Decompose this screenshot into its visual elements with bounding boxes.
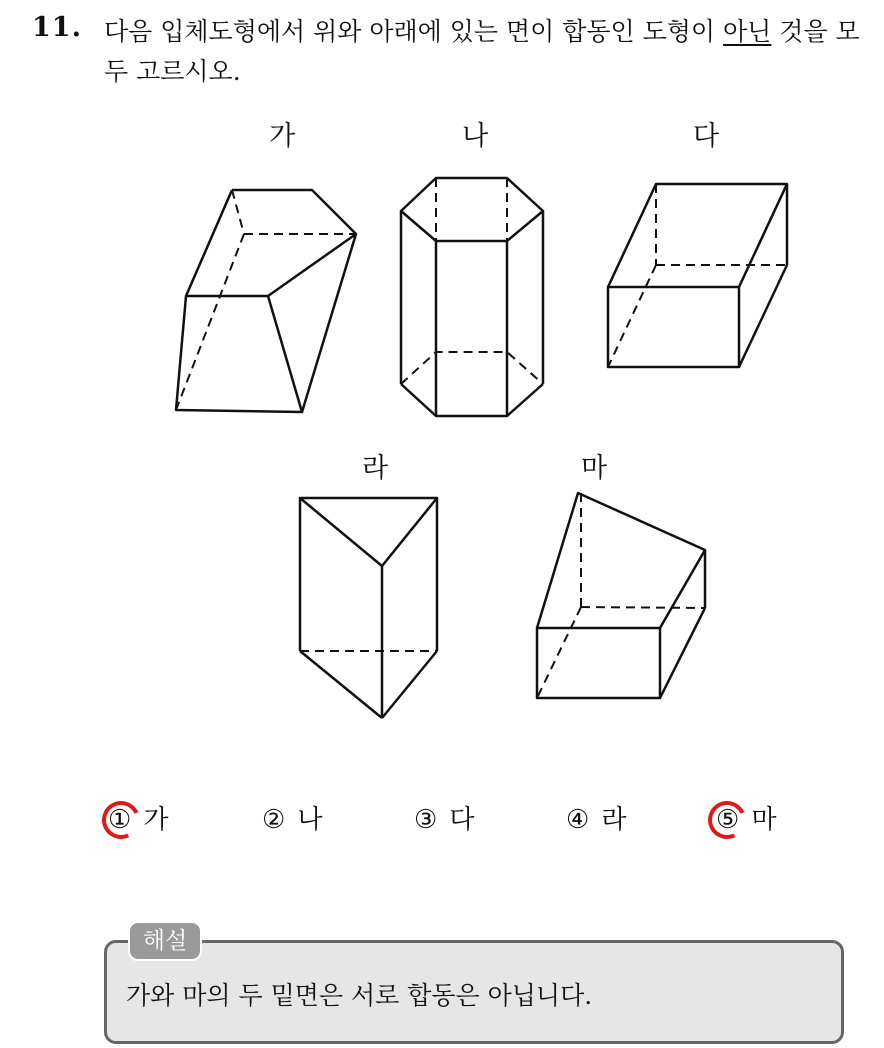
explanation-text: 가와 마의 두 밑면은 서로 합동은 아닙니다. xyxy=(126,981,593,1010)
choice-4-number: ④ xyxy=(566,805,590,835)
rectangular-prism-icon xyxy=(608,184,787,367)
frustum-like-solid-icon xyxy=(537,493,705,698)
choice-1[interactable] xyxy=(108,800,168,840)
oblique-quadrilateral-prism-icon xyxy=(176,190,356,412)
choice-4-label: 라 xyxy=(601,805,627,835)
choice-4[interactable] xyxy=(566,800,626,840)
choice-5[interactable] xyxy=(716,800,776,840)
triangular-prism-icon xyxy=(300,498,437,718)
choice-2[interactable] xyxy=(262,800,322,840)
figure-label-na: 나 xyxy=(461,121,489,152)
choice-2-number: ② xyxy=(262,805,286,835)
explanation-tag: 해설 xyxy=(128,921,202,961)
choice-2-label: 나 xyxy=(297,805,323,835)
choice-3[interactable] xyxy=(414,800,474,840)
choice-1-number: ① xyxy=(108,805,132,835)
hexagonal-prism-icon xyxy=(401,178,543,416)
question-text-before: 다음 입체도형에서 위와 아래에 있는 면이 합동인 도형이 xyxy=(104,17,724,46)
choice-1-label: 가 xyxy=(143,805,169,835)
choice-5-label: 마 xyxy=(751,805,777,835)
figure-label-ma: 마 xyxy=(580,453,608,484)
question-text-after: 것을 모두 고르시오. xyxy=(104,17,860,86)
figure-label-ra: 라 xyxy=(361,453,389,484)
choice-3-number: ③ xyxy=(414,805,438,835)
figure-label-da: 다 xyxy=(692,121,720,152)
figure-label-ga: 가 xyxy=(268,121,296,152)
question-number: 11. xyxy=(32,12,82,43)
choice-3-label: 다 xyxy=(449,805,475,835)
question-text-underlined: 아닌 xyxy=(723,17,772,46)
choice-5-number: ⑤ xyxy=(716,805,740,835)
